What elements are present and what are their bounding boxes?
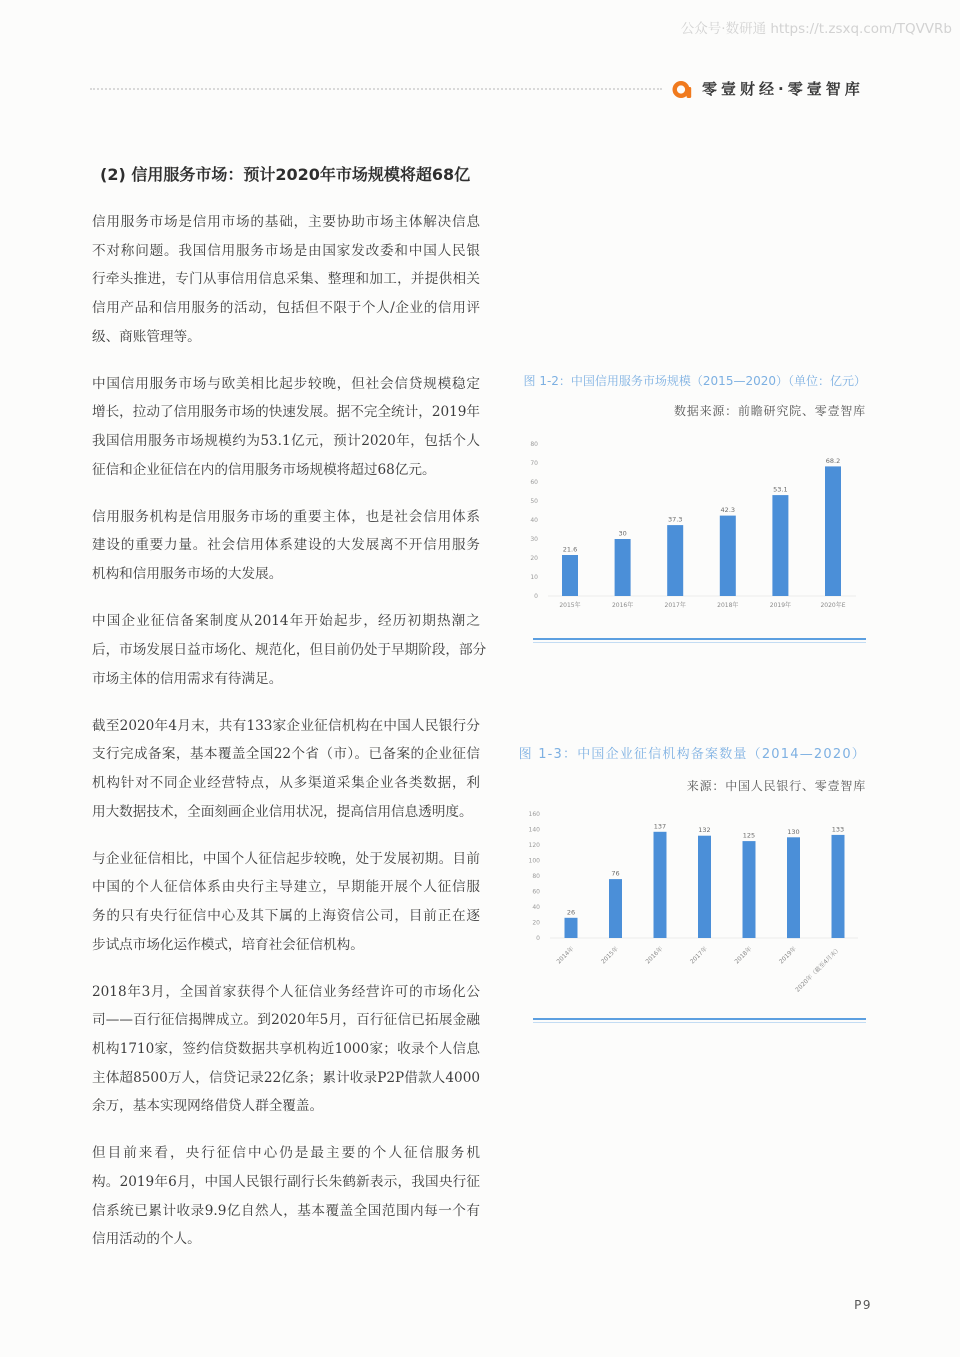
paragraph xyxy=(92,1139,480,1254)
credit-service-market-xlabel-2015: 2015年 xyxy=(559,602,581,609)
credit-service-market-ytick-20: 20 xyxy=(530,555,538,562)
enterprise-credit-filing-xlabel-2015: 2015年 xyxy=(599,945,620,966)
paragraph-line: 信系统已累计收录9.9亿自然人，基本覆盖全国范围内每一个有 xyxy=(92,1202,480,1219)
paragraph-line: 征信和企业征信在内的信用服务市场规模将超过68亿元。 xyxy=(92,461,436,478)
enterprise-credit-filing-value-label-2020: 133 xyxy=(831,825,845,834)
paragraph-line: 与企业征信相比，中国个人征信起步较晚，处于发展初期。目前 xyxy=(92,850,480,867)
enterprise-credit-filing-bar-2018 xyxy=(743,841,756,938)
paragraph-line: 截至2020年4月末，共有133家企业征信机构在中国人民银行分 xyxy=(92,717,480,734)
paragraph-line: 支行完成备案，基本覆盖全国22个省（市）。已备案的企业征信 xyxy=(92,746,480,763)
enterprise-credit-filing-xlabel-2016: 2016年 xyxy=(644,945,665,966)
enterprise-credit-filing-bar-2014 xyxy=(565,918,578,938)
section-heading: (2) 信用服务市场：预计2020年市场规模将超68亿 xyxy=(100,165,471,184)
paragraph-line: 中国的个人征信体系由央行主导建立，早期能开展个人征信服 xyxy=(92,879,480,896)
credit-service-market-bar-2016 xyxy=(615,539,631,596)
enterprise-credit-filing-bar-2016 xyxy=(654,832,667,938)
paragraph-line: 机构针对不同企业经营特点，从多渠道采集企业各类数据，利 xyxy=(92,774,480,791)
credit-service-market-bar-chart xyxy=(520,430,870,620)
paragraph-line: 步试点市场化运作模式，培育社会征信机构。 xyxy=(92,936,364,953)
enterprise-credit-filing-xlabel-2018: 2018年 xyxy=(733,945,754,966)
enterprise-credit-filing-value-label-2018: 125 xyxy=(742,831,756,840)
paragraph-line: 余万，基本实现网络借贷人群全覆盖。 xyxy=(92,1098,324,1115)
credit-service-market-ytick-80: 80 xyxy=(530,441,538,448)
enterprise-credit-filing-ytick-80: 80 xyxy=(532,873,540,880)
paragraph-line: 信用服务机构是信用服务市场的重要主体，也是社会信用体系 xyxy=(92,508,480,525)
enterprise-credit-filing-xlabel-2014: 2014年 xyxy=(555,945,576,966)
credit-service-market-xlabel-2018: 2018年 xyxy=(717,602,739,609)
enterprise-credit-filing-value-label-2014: 26 xyxy=(566,908,576,917)
paragraph xyxy=(92,845,480,960)
paragraph-line: 市场主体的信用需求有待满足。 xyxy=(92,670,283,687)
credit-service-market-bar-2019 xyxy=(772,495,788,596)
paragraph-line: 不对称问题。我国信用服务市场是由国家发改委和中国人民银 xyxy=(92,242,480,259)
enterprise-credit-filing-ytick-60: 60 xyxy=(532,888,540,896)
paragraph xyxy=(92,370,480,485)
lingyi-logo-icon xyxy=(671,78,693,100)
page-number: P9 xyxy=(854,1298,872,1312)
paragraph-line: 主体超8500万人，信贷记录22亿条；累计收录P2P借款人4000 xyxy=(92,1069,480,1086)
enterprise-credit-filing-ytick-0: 0 xyxy=(536,935,540,942)
credit-service-market-xlabel-2017: 2017年 xyxy=(664,602,686,609)
credit-service-market-xlabel-2016: 2016年 xyxy=(611,602,634,609)
paragraph-line: 务的只有央行征信中心及其下属的上海资信公司，目前正在逐 xyxy=(92,907,480,924)
paragraph-line: 我国信用服务市场规模约为53.1亿元，预计2020年，包括个人 xyxy=(92,433,480,450)
credit-service-market-ytick-60: 60 xyxy=(530,479,538,486)
paragraph xyxy=(92,503,480,589)
paragraph-line: 信用活动的个人。 xyxy=(92,1231,201,1248)
paragraph-line: 机构1710家，签约信贷数据共享机构近1000家；收录个人信息 xyxy=(92,1040,480,1057)
enterprise-credit-filing-xlabel-2017: 2017年 xyxy=(688,945,709,966)
credit-service-market-ytick-30: 30 xyxy=(530,536,538,543)
paragraph-line: 机构和信用服务市场的大发展。 xyxy=(92,566,283,583)
brand-name: 零壹财经·零壹智库 xyxy=(702,80,864,98)
enterprise-credit-filing-ytick-100: 100 xyxy=(528,857,540,865)
enterprise-credit-filing-bar-chart xyxy=(520,805,870,1005)
credit-service-market-ytick-70: 70 xyxy=(530,460,538,467)
paragraph-line: 信用产品和信用服务的活动，包括但不限于个人/企业的信用评 xyxy=(92,300,480,317)
credit-service-market-xlabel-2019: 2019年 xyxy=(769,602,792,609)
paragraph xyxy=(92,607,487,693)
credit-service-market-value-label-2017: 37.3 xyxy=(667,515,683,524)
paragraph-line: 但目前来看，央行征信中心仍是最主要的个人征信服务机 xyxy=(92,1145,480,1162)
paragraph-line: 后，市场发展日益市场化、规范化，但目前仍处于早期阶段，部分 xyxy=(92,641,487,658)
paragraph-line: 级、商账管理等。 xyxy=(92,328,201,345)
chart-2-bottom-rule xyxy=(533,1018,866,1020)
paragraph-line: 2018年3月，全国首家获得个人征信业务经营许可的市场化公 xyxy=(92,983,480,1000)
paragraph-line: 构。2019年6月，中国人民银行副行长朱鹤新表示，我国央行征 xyxy=(92,1174,480,1191)
credit-service-market-bar-2018 xyxy=(720,516,736,596)
chart-1-title: 图 1-2：中国信用服务市场规模（2015—2020）（单位：亿元） xyxy=(523,374,866,388)
chart-2-source: 来源：中国人民银行、零壹智库 xyxy=(686,779,866,793)
credit-service-market-value-label-2019: 53.1 xyxy=(773,485,788,494)
header-dotted-rule xyxy=(90,88,662,90)
enterprise-credit-filing-bar-2017 xyxy=(698,836,711,938)
paragraph xyxy=(92,978,480,1121)
credit-service-market-bar-2020 xyxy=(825,466,841,596)
enterprise-credit-filing-value-label-2015: 76 xyxy=(611,869,620,878)
chart-2-title: 图 1-3：中国企业征信机构备案数量（2014—2020） xyxy=(518,747,866,762)
enterprise-credit-filing-xlabel-2020: 2020年（截至4月末） xyxy=(794,945,843,994)
enterprise-credit-filing-xlabel-2019: 2019年 xyxy=(777,945,798,966)
credit-service-market-bar-2017 xyxy=(667,525,683,596)
enterprise-credit-filing-ytick-40: 40 xyxy=(532,904,540,911)
watermark-text: 公众号·数研通 https://t.zsxq.com/TQVVRb xyxy=(680,21,952,37)
body-text xyxy=(92,208,487,1272)
enterprise-credit-filing-bar-2020 xyxy=(832,835,845,938)
enterprise-credit-filing-ytick-140: 140 xyxy=(528,826,540,834)
paragraph-line: 司——百行征信揭牌成立。到2020年5月，百行征信已拓展金融 xyxy=(92,1012,480,1029)
paragraph-line: 信用服务市场是信用市场的基础，主要协助市场主体解决信息 xyxy=(92,214,480,230)
credit-service-market-value-label-2018: 42.3 xyxy=(720,506,736,515)
paragraph-line: 增长，拉动了信用服务市场的快速发展。据不完全统计，2019年 xyxy=(92,404,481,421)
enterprise-credit-filing-value-label-2017: 132 xyxy=(698,826,711,835)
enterprise-credit-filing-ytick-20: 20 xyxy=(532,919,540,927)
paragraph-line: 中国企业征信备案制度从2014年开始起步，经历初期热潮之 xyxy=(92,613,480,630)
credit-service-market-ytick-50: 50 xyxy=(530,498,538,505)
paragraph-line: 用大数据技术，全面刻画企业信用状况，提高信用信息透明度。 xyxy=(92,803,473,820)
enterprise-credit-filing-ytick-160: 160 xyxy=(528,811,540,818)
paragraph-line: 中国信用服务市场与欧美相比起步较晚，但社会信贷规模稳定 xyxy=(92,375,480,392)
credit-service-market-bar-2015 xyxy=(562,555,578,596)
credit-service-market-ytick-0: 0 xyxy=(534,593,538,600)
paragraph-line: 行牵头推进，专门从事信用信息采集、整理和加工，并提供相关 xyxy=(92,271,480,288)
credit-service-market-ytick-40: 40 xyxy=(530,517,538,524)
enterprise-credit-filing-bar-2015 xyxy=(609,879,622,938)
credit-service-market-value-label-2015: 21.6 xyxy=(562,545,578,554)
credit-service-market-ytick-10: 10 xyxy=(530,574,538,581)
paragraph xyxy=(92,208,480,351)
paragraph xyxy=(92,712,480,827)
paragraph-line: 建设的重要力量。社会信用体系建设的大发展离不开信用服务 xyxy=(92,537,480,554)
enterprise-credit-filing-value-label-2019: 130 xyxy=(787,827,800,836)
enterprise-credit-filing-bar-2019 xyxy=(787,837,800,938)
enterprise-credit-filing-ytick-120: 120 xyxy=(528,842,540,849)
credit-service-market-xlabel-2020: 2020年E xyxy=(820,602,846,609)
enterprise-credit-filing-value-label-2016: 137 xyxy=(653,822,667,831)
credit-service-market-value-label-2020: 68.2 xyxy=(825,456,841,465)
chart-1-source: 数据来源：前瞻研究院、零壹智库 xyxy=(673,404,866,418)
chart-1-bottom-rule xyxy=(533,638,866,640)
credit-service-market-value-label-2016: 30 xyxy=(618,529,627,538)
